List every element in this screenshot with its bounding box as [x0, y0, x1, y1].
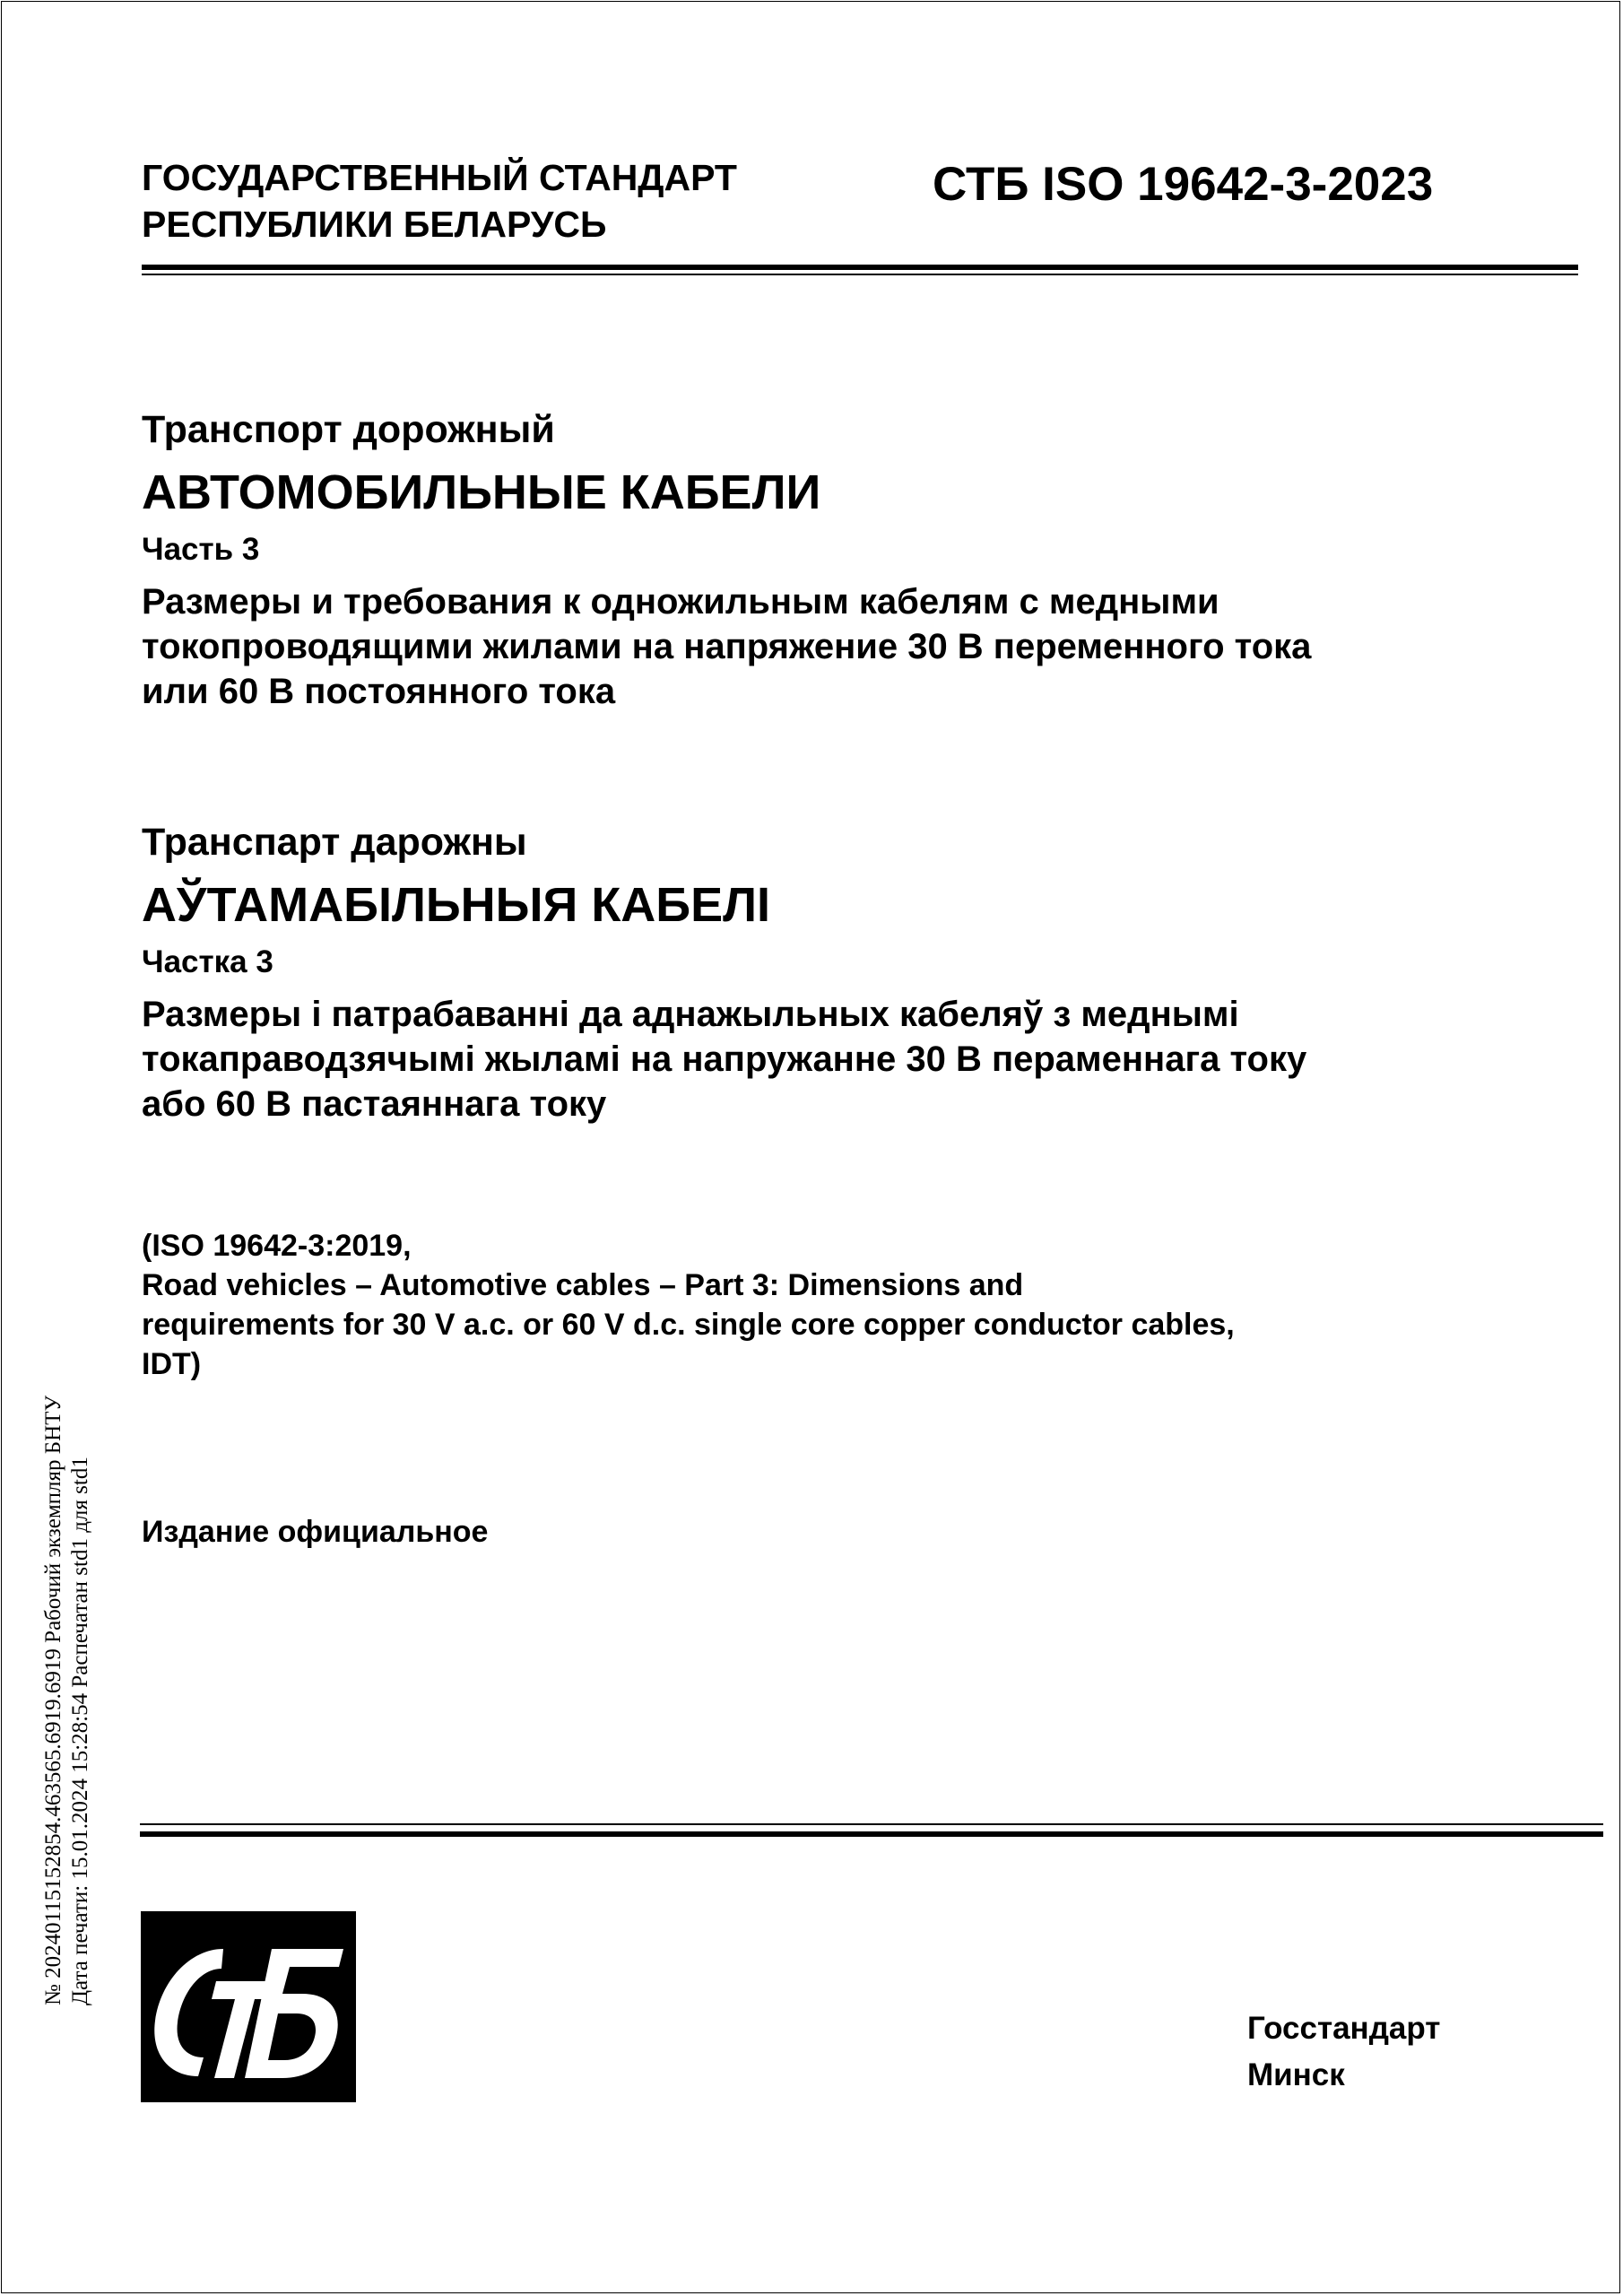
- part-title-be-line1: Размеры і патрабаванні да аднажыльных кабеляў з меднымі: [142, 995, 1239, 1034]
- title-block-belarusian: [142, 818, 1306, 1126]
- standard-type-line1: ГОСУДАРСТВЕННЫЙ СТАНДАРТ: [142, 157, 737, 198]
- part-title-ru: [142, 579, 1311, 714]
- main-title-be: АЎТАМАБІЛЬНЫЯ КАБЕЛІ: [142, 878, 771, 932]
- part-title-ru-line2: токопроводящими жилами на напряжение 30 В переменного тока: [142, 627, 1312, 666]
- iso-reference-line1: (ISO 19642-3:2019,: [142, 1229, 412, 1263]
- footer-rule-thin: [140, 1823, 1603, 1825]
- part-title-be-line2: токаправодзячымі жыламі на напружанне 30 В пераменнага току: [142, 1039, 1307, 1079]
- header-rule-thin: [142, 274, 1578, 275]
- side-stamp: [40, 1198, 94, 2005]
- footer-rule-thick: [140, 1831, 1603, 1837]
- main-title-ru: АВТОМОБИЛЬНЫЕ КАБЕЛИ: [142, 465, 821, 519]
- part-title-be: [142, 992, 1306, 1126]
- part-be: Частка 3: [142, 944, 273, 979]
- side-stamp-line2: Дата печати: 15.01.2024 15:28:54 Распечатан std1 для std1: [68, 1457, 92, 2005]
- publisher-name: Госстандарт: [1247, 2011, 1441, 2046]
- standard-designation: СТБ ISO 19642-3-2023: [933, 158, 1434, 211]
- iso-reference-line4: IDT): [142, 1347, 202, 1381]
- edition-label: Издание официальное: [142, 1515, 489, 1549]
- iso-reference-line3: requirements for 30 V a.c. or 60 V d.c. single core copper conductor cables,: [142, 1308, 1235, 1342]
- header-rule-thick: [142, 265, 1578, 270]
- subject-ru: Транспорт дорожный: [142, 408, 555, 451]
- standard-type-line2: РЕСПУБЛИКИ БЕЛАРУСЬ: [142, 204, 607, 245]
- title-block-russian: [142, 405, 1311, 714]
- iso-reference-line2: Road vehicles – Automotive cables – Part 3: Dimensions and: [142, 1268, 1024, 1302]
- stb-logo-graphic: [141, 1911, 356, 2102]
- publisher: [1247, 2005, 1440, 2099]
- iso-reference: [142, 1226, 1235, 1384]
- standard-type: [142, 154, 737, 248]
- side-stamp-line1: № 20240115152854.463565.6919.6919 Рабочий экземпляр БНТУ: [41, 1395, 65, 2005]
- part-ru: Часть 3: [142, 532, 260, 567]
- part-title-ru-line1: Размеры и требования к одножильным кабелям с медными: [142, 582, 1219, 622]
- publisher-city: Минск: [1247, 2057, 1345, 2092]
- part-title-be-line3: або 60 В пастаяннага току: [142, 1084, 607, 1124]
- stb-logo-icon: [141, 1911, 356, 2102]
- part-title-ru-line3: или 60 В постоянного тока: [142, 672, 616, 711]
- subject-be: Транспарт дарожны: [142, 821, 527, 864]
